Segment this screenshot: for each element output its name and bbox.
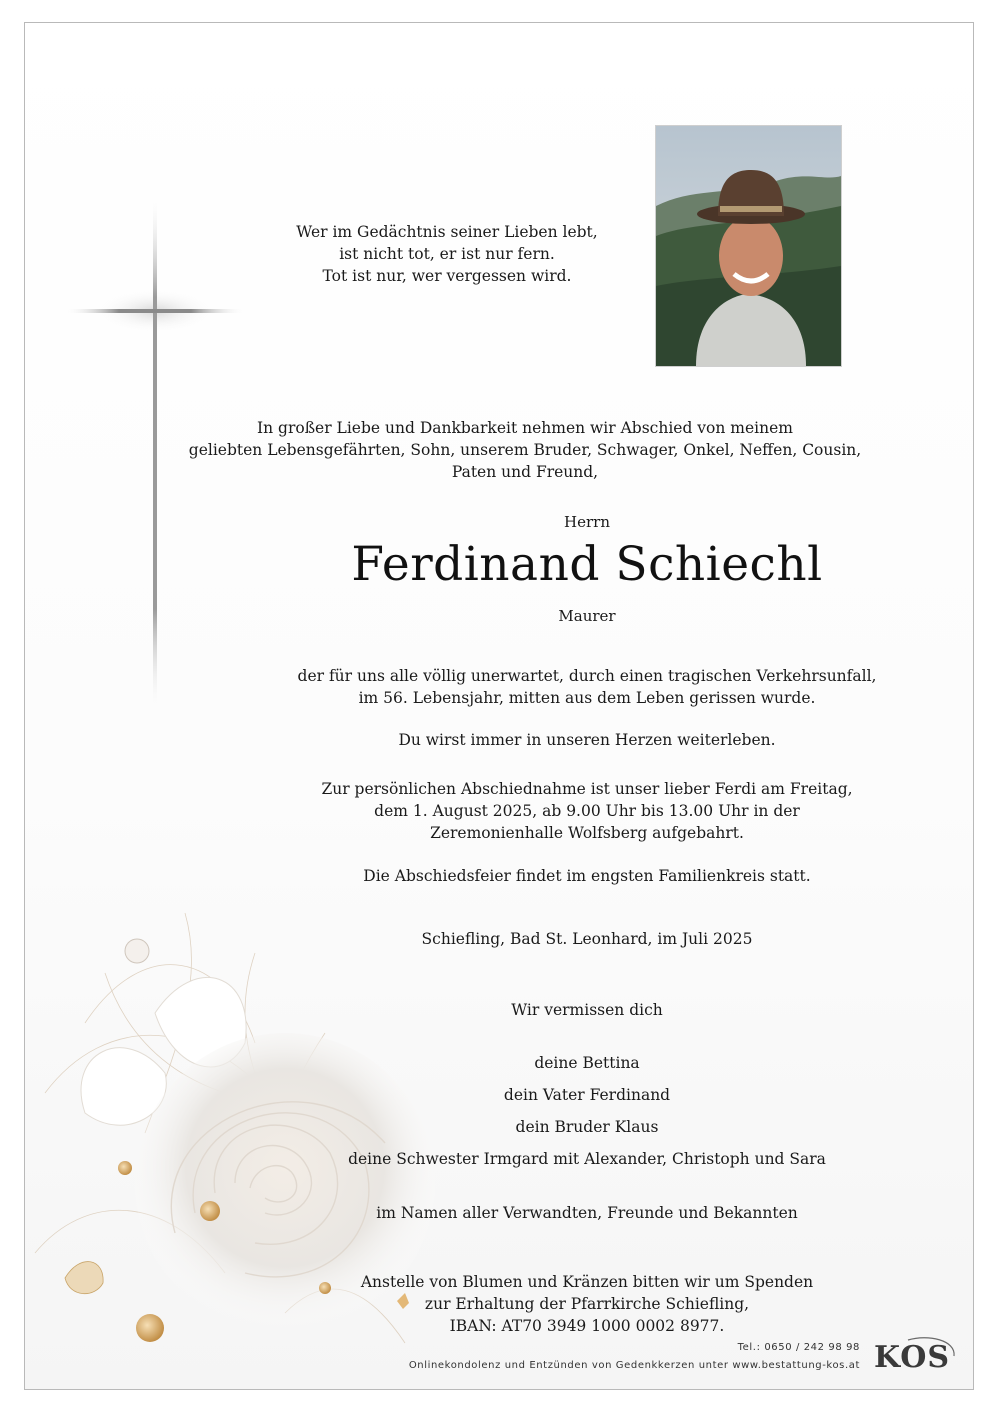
family-member: dein Bruder Klaus (515, 1118, 659, 1136)
text-line: Zur persönlichen Abschiednahme ist unser lieber Ferdi am Freitag, (321, 780, 853, 798)
quote-line: Wer im Gedächtnis seiner Lieben lebt, (296, 223, 598, 241)
intro-line: Paten und Freund, (451, 463, 599, 481)
obituary-card (24, 22, 974, 1390)
footer-phone: Tel.: 0650 / 242 98 98 (737, 1342, 860, 1353)
donation-line: Anstelle von Blumen und Kränzen bitten wir um Spenden (360, 1273, 814, 1291)
relatives-text: im Namen aller Verwandten, Freunde und Bekannten (376, 1204, 798, 1222)
place-date (87, 928, 974, 950)
deceased-name: Ferdinand Schiechl (351, 537, 823, 592)
donation-request (87, 1271, 974, 1337)
ceremony-paragraph (87, 865, 974, 887)
family-member: deine Schwester Irmgard mit Alexander, Christoph und Sara (348, 1150, 826, 1168)
quote-line: Tot ist nur, wer vergessen wird. (322, 267, 572, 285)
miss-you-heading (87, 999, 974, 1021)
death-notice-paragraph (87, 665, 974, 709)
relatives-line (87, 1197, 974, 1229)
place-date-text: Schiefling, Bad St. Leonhard, im Juli 2025 (421, 930, 753, 948)
intro-line: geliebten Lebensgefährten, Sohn, unserem Bruder, Schwager, Onkel, Neffen, Cousin, (188, 441, 862, 459)
family-list (87, 1047, 974, 1175)
intro-text (75, 417, 974, 483)
donation-line: IBAN: AT70 3949 1000 0002 8977. (449, 1317, 725, 1335)
viewing-paragraph (87, 778, 974, 844)
text-line: Du wirst immer in unseren Herzen weiterleben. (398, 731, 776, 749)
quote-line: ist nicht tot, er ist nur fern. (339, 245, 555, 263)
remembrance-paragraph (87, 729, 974, 751)
kos-logo: KOS (874, 1340, 951, 1375)
text-line: im 56. Lebensjahr, mitten aus dem Leben gerissen wurde. (358, 689, 816, 707)
profession: Maurer (558, 607, 616, 625)
text-line: der für uns alle völlig unerwartet, durch einen tragischen Verkehrsunfall, (297, 667, 877, 685)
salutation: Herrn (564, 513, 610, 531)
donation-line: zur Erhaltung der Pfarrkirche Schiefling, (424, 1295, 750, 1313)
text-line: dem 1. August 2025, ab 9.00 Uhr bis 13.00 Uhr in der (374, 802, 800, 820)
memorial-quote (197, 221, 697, 287)
footer-website: Onlinekondolenz und Entzünden von Gedenkkerzen unter www.bestattung-kos.at (408, 1360, 860, 1371)
family-member: dein Vater Ferdinand (503, 1086, 671, 1104)
text-line: Zeremonienhalle Wolfsberg aufgebahrt. (430, 824, 744, 842)
family-member: deine Bettina (534, 1054, 640, 1072)
miss-you-text: Wir vermissen dich (511, 1001, 663, 1019)
text-line: Die Abschiedsfeier findet im engsten Familienkreis statt. (363, 867, 811, 885)
intro-line: In großer Liebe und Dankbarkeit nehmen wir Abschied von meinem (257, 419, 793, 437)
